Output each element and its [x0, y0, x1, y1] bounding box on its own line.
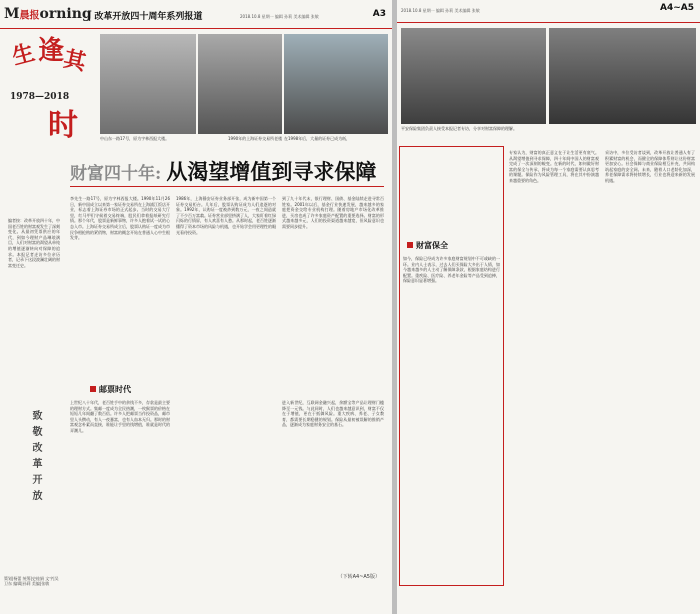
- bund-building-photo: [100, 34, 196, 141]
- issue-meta: 2018.10.8 星期一 编辑 孙莉 美术编辑 张敏: [401, 8, 480, 13]
- masthead-rule: [0, 28, 392, 29]
- right-newspaper-page: [397, 0, 700, 614]
- article-column-3: 采访中，多位受访者谈到，改革开放让普通人有了积累财富的机会，而健全的保障体系则让这份财富更加安心。社会保障与商业保险相互补充，共同构筑起家庭的安全网。未来，随着人口老龄化加深，养老保障需求将持续增长，行业也将迎来新的发展机遇。: [605, 150, 695, 183]
- article-column-1: 如今，保险已经成为许多家庭财富规划中不可或缺的一环。业内人士表示，过去人们买保险大多出于人情，如今越来越多的人主动了解保障条款，根据家庭结构进行配置。重疾险、医疗险、养老年金险等产品受到追捧，保险意识显著增强。: [403, 256, 500, 284]
- article-column-2: 专家认为，财富的真正意义在于让生活更有底气。从渴望增值到寻求保障，四十年间中国人的财富观完成了一次深刻的蜕变。在新的时代，如何做好财富的保全与传承，将成为每一个家庭需要认真思考的课题。保险作为风险管理工具，将在其中扮演越来越重要的角色。: [509, 150, 599, 183]
- exchange-building-photo: [198, 34, 283, 141]
- headline-lead: 财富四十年:: [70, 164, 162, 184]
- photo-caption: 平安保险集团负责人接受本报记者专访，分享对财富保障的理解。: [401, 126, 517, 131]
- article-column-3: 到了九十年代末，银行理财、国债、基金陆续走进寻常百姓家。2001年以后，基金行业快速发展，越来越多的家庭把资金交给专业机构打理。随着房地产市场化改革推进，买房也成了许多家庭资产配置的重要选择。财富的形式越来越多元，人们的投资渠道越来越宽，但风险意识也需要同步提升。: [282, 196, 384, 229]
- badge-char: 其: [61, 45, 89, 76]
- headline-rule: [70, 186, 384, 187]
- interview-photo-right: [549, 28, 696, 124]
- section-subhead: 财富保全: [407, 240, 448, 251]
- editor-note: 编者按：改革开放四十年，中国老百姓的财富观发生了深刻变化。从最初凭票供应的年代，到如今理财产品琳琅满目，人们对财富的渴望从单纯的增值逐渐转向对保障的追求。本报记者走访多位亲历者，记录下这段波澜壮阔的财富变迁史。: [8, 218, 60, 268]
- masthead: [0, 6, 392, 28]
- page-number: A4~A5: [660, 3, 694, 13]
- masthead-rule: [397, 22, 700, 23]
- badge-char: 逢: [38, 36, 65, 66]
- newspaper-logo: M晨报orning: [4, 6, 92, 22]
- badge-char: 时: [48, 108, 78, 143]
- issue-meta: 2018.10.8 星期一 编辑 孙莉 美术编辑 张敏: [240, 14, 319, 19]
- logo-accent: 晨报: [19, 10, 40, 22]
- photo-caption: 1990年的上海证券交易所老楼: [228, 136, 283, 141]
- article-column-4: 进入新世纪，互联网金融兴起，余额宝等产品让理财门槛降至一元钱。与此同时，人们也越来越意识到，财富不仅在于增值，更在于抵御风险。重大疾病、养老、子女教育，都需要长期稳健的规划。保险从最初被误解的推销产品，逐渐成为家庭财务安全的基石。: [282, 400, 384, 428]
- article-column-1b: 上世纪八十年代，老百姓手中的余钱不多，存款是最主要的理财方式。集邮一度成为全民热潮，一枚猴票的价格在短短几年间翻了数百倍。许多人把邮票当作投资品，邮市里人头攒动，有人一夜暴富，也有人血本无归。那时的财富观念朴素而直接，谁能让手里的钱增值，谁就是时代的弄潮儿。: [70, 400, 170, 433]
- colophon: 策划|杨蕾 统筹|史桂娟 文字|吴卫东 编辑|孙莉 美编|张敏: [4, 576, 59, 586]
- photo-caption: 在1998年后，大量的证券已成为纸，: [284, 136, 351, 141]
- vertical-slogan: 致敬改革开放: [30, 410, 41, 506]
- photo-caption: 中山东一路17号，原为字林西报大楼。: [100, 136, 170, 141]
- interview-photo-left: [401, 28, 546, 131]
- headline-main: 从渴望增值到寻求保障: [166, 159, 377, 184]
- article-column-1: 李先生一路17号，原为字林西报大楼。1990年11月26日，新中国成立以来第一家证券交易所在上海浦江饭店开业，标志着上海证券市场的正式起步。当时的交易大厅里，红马甲们守候着交易终端，股民们拿着报纸研究行情。那个年代，股票是新鲜事物，许多人抱着试一试的心态入市。上海证券交易所成立后，股票认购证一度成为市民争相抢购的紧俏物，财富的概念开始在普通人心中生根发芽。: [70, 196, 170, 241]
- badge-years: 1978—2018: [10, 92, 70, 102]
- section-subhead: 邮票时代: [90, 384, 131, 395]
- crowd-market-photo: [284, 34, 388, 141]
- square-bullet-icon: [407, 242, 413, 248]
- headline: [70, 156, 376, 186]
- series-title: | 改革开放四十周年系列报道: [88, 12, 203, 22]
- continued-note: （下转A4~A5版）: [337, 574, 380, 580]
- article-column-2: 1986年，上海静安证券业务部开张，成为新中国第一个证券交易柜台。几年后，股票认购证成为人们追逐的对象。1992年，认购证一度被炒到数万元，一夜之间造就了不少百万富翁。证券营业部里挤满了人，大家盯着红绿闪烁的行情屏，有人欢喜有人愁。从那时起，老百姓逐渐懂得了资本市场的风险与机遇，也开始学会用更理性的眼光看待投资。: [176, 196, 276, 235]
- square-bullet-icon: [90, 386, 96, 392]
- page-number: A3: [372, 9, 386, 19]
- anniversary-badge: [8, 30, 94, 143]
- badge-char: 生: [9, 39, 38, 71]
